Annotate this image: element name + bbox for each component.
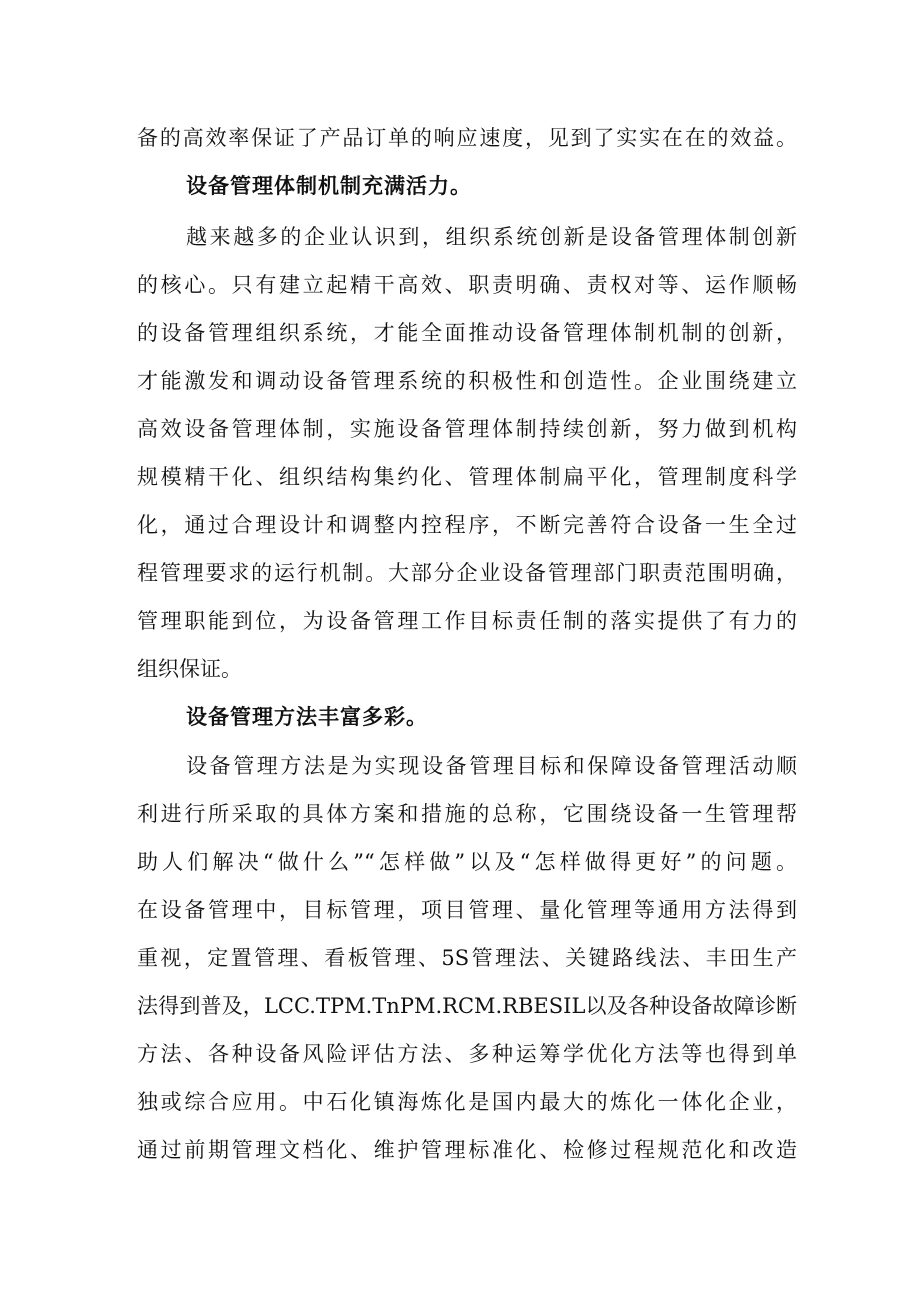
body-line: 管理职能到位，为设备管理工作目标责任制的落实提供了有力的 [137, 609, 797, 633]
body-line: 法得到普及，LCC.TPM.TnPM.RCM.RBESIL以及各种设备故障诊断 [137, 994, 797, 1018]
body-line: 独或综合应用。中石化镇海炼化是国内最大的炼化一体化企业， [137, 1090, 797, 1114]
section-heading-vitality: 设备管理体制机制充满活力。 [186, 174, 472, 198]
section-heading-methods: 设备管理方法丰富多彩。 [186, 705, 428, 729]
body-line: 化，通过合理设计和调整内控程序，不断完善符合设备一生全过 [137, 513, 797, 537]
body-line: 才能激发和调动设备管理系统的积极性和创造性。企业围绕建立 [137, 369, 797, 393]
body-line: 重视，定置管理、看板管理、5S管理法、关键路线法、丰田生产 [137, 946, 797, 970]
paragraph-first-line: 设备管理方法是为实现设备管理目标和保障设备管理活动顺 [186, 754, 797, 778]
body-line: 高效设备管理体制，实施设备管理体制持续创新，努力做到机构 [137, 417, 797, 441]
body-line: 组织保证。 [137, 657, 242, 681]
body-line: 规模精干化、组织结构集约化、管理体制扁平化，管理制度科学 [137, 465, 797, 489]
paragraph-first-line: 越来越多的企业认识到，组织系统创新是设备管理体制创新 [186, 225, 797, 249]
body-line: 利进行所采取的具体方案和措施的总称，它围绕设备一生管理帮 [137, 802, 797, 826]
body-line: 程管理要求的运行机制。大部分企业设备管理部门职责范围明确， [137, 561, 797, 585]
body-line: 备的高效率保证了产品订单的响应速度，见到了实实在在的效益。 [137, 126, 797, 150]
body-line: 的设备管理组织系统，才能全面推动设备管理体制机制的创新， [137, 321, 797, 345]
body-line: 在设备管理中，目标管理，项目管理、量化管理等通用方法得到 [137, 898, 797, 922]
body-line: 的核心。只有建立起精干高效、职责明确、责权对等、运作顺畅 [137, 273, 797, 297]
body-line: 助人们解决“做什么”“怎样做”以及“怎样做得更好”的问题。 [137, 850, 797, 874]
body-line: 通过前期管理文档化、维护管理标准化、检修过程规范化和改造 [137, 1138, 797, 1162]
body-line: 方法、各种设备风险评估方法、多种运筹学优化方法等也得到单 [137, 1042, 797, 1066]
